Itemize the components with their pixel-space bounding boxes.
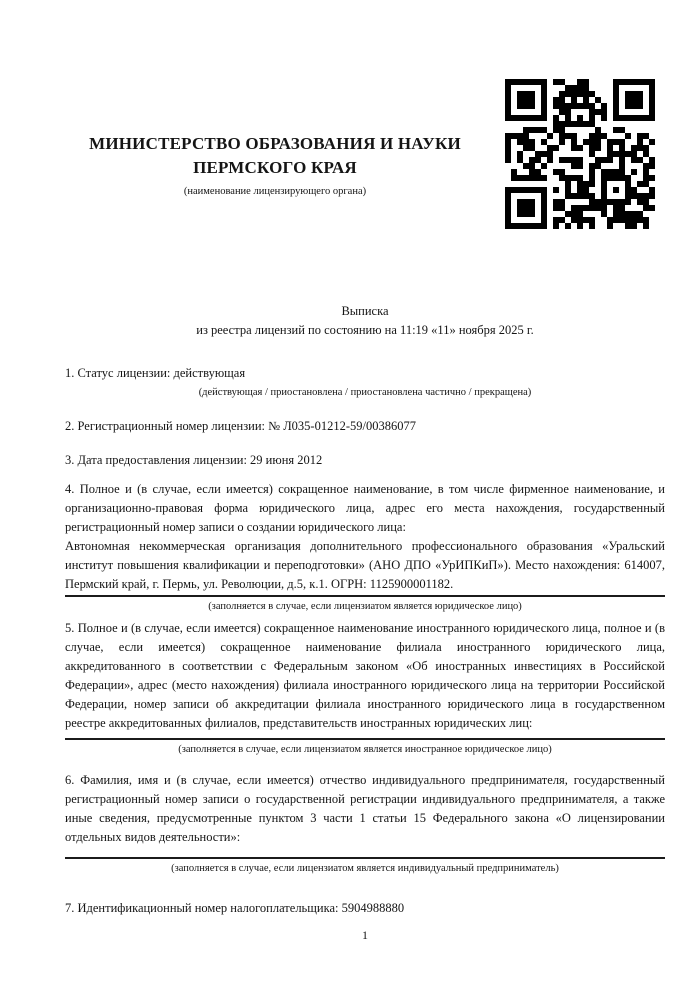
fill-in-line (65, 595, 665, 597)
item-3-text: 3. Дата предоставления лицензии: 29 июня 2012 (65, 453, 323, 467)
item-6-label: 6. Фамилия, имя и (в случае, если имеется) отчество индивидуального предпринимателя, государственный регистрационный номер записи о государственной регистрации индивидуального предпринимателя, а также иные сведения, предусмотренные пунктом 3 части 1 статьи 15 Федерального закона «О лицензировании отдельных видов деятельности»: (65, 773, 665, 844)
item-6-note: (заполняется в случае, если лицензиатом является индивидуальный предприниматель) (171, 863, 559, 874)
authority-name-line2: ПЕРМСКОГО КРАЯ (193, 158, 357, 177)
item-1-license-status (65, 364, 665, 400)
item-3-grant-date (65, 451, 665, 470)
item-2-text: 2. Регистрационный номер лицензии: № Л035-01212-59/00386077 (65, 419, 416, 433)
item-5-note: (заполняется в случае, если лицензиатом является иностранное юридическое лицо) (178, 744, 552, 755)
fill-in-line (65, 857, 665, 859)
item-7-text: 7. Идентификационный номер налогоплательщика: 5904988880 (65, 901, 405, 915)
fill-in-line (65, 738, 665, 740)
item-6-entrepreneur (65, 771, 665, 876)
authority-name-line1: МИНИСТЕРСТВО ОБРАЗОВАНИЯ И НАУКИ (89, 134, 461, 153)
title-line2: из реестра лицензий по состоянию на 11:19 «11» ноября 2025 г. (196, 323, 534, 337)
qr-code-icon (505, 79, 655, 229)
item-4-label: 4. Полное и (в случае, если имеется) сокращенное наименование, в том числе фирменное наименование, и организационно-правовая форма юридического лица, адрес его места нахождения, государственный регистрационный номер записи о создании юридического лица: (65, 482, 665, 534)
title-line1: Выписка (341, 304, 389, 318)
item-7-taxpayer-id (65, 899, 665, 918)
item-5-label: 5. Полное и (в случае, если имеется) сокращенное наименование иностранного юридического лица, полное и (в случае, если имеется) сокращенное наименование филиала иностранного юридического лица, аккредитованного в соответствии с Федеральным законом «Об иностранных инвестициях в Российской Федерации», адрес (место нахождения) филиала иностранного юридического лица на территории Российской Федерации, номер записи об аккредитации филиала иностранного юридического лица в государственном реестре аккредитованных филиалов, представительств иностранных юридических лиц: (65, 621, 665, 730)
authority-caption: (наименование лицензирующего органа) (183, 186, 367, 197)
item-4-note: (заполняется в случае, если лицензиатом является юридическое лицо) (208, 601, 522, 612)
item-4-value: Автономная некоммерческая организация дополнительного профессионального образования «Уральский институт повышения квалификации и переподготовки» (АНО ДПО «УрИПКиП»). Место нахождения: 614007, Пермский край, г. Пермь, ул. Революции, д.5, к.1. ОГРН: 1125900001182. (65, 539, 665, 591)
document-title (65, 302, 665, 340)
item-1-text: 1. Статус лицензии: действующая (65, 366, 246, 380)
item-4-legal-entity (65, 480, 665, 614)
item-1-note: (действующая / приостановлена / приостановлена частично / прекращена) (198, 387, 532, 398)
item-2-registration-number (65, 417, 665, 436)
licensing-authority-header (65, 132, 485, 199)
item-5-foreign-entity (65, 619, 665, 757)
page-number: 1 (362, 928, 368, 942)
